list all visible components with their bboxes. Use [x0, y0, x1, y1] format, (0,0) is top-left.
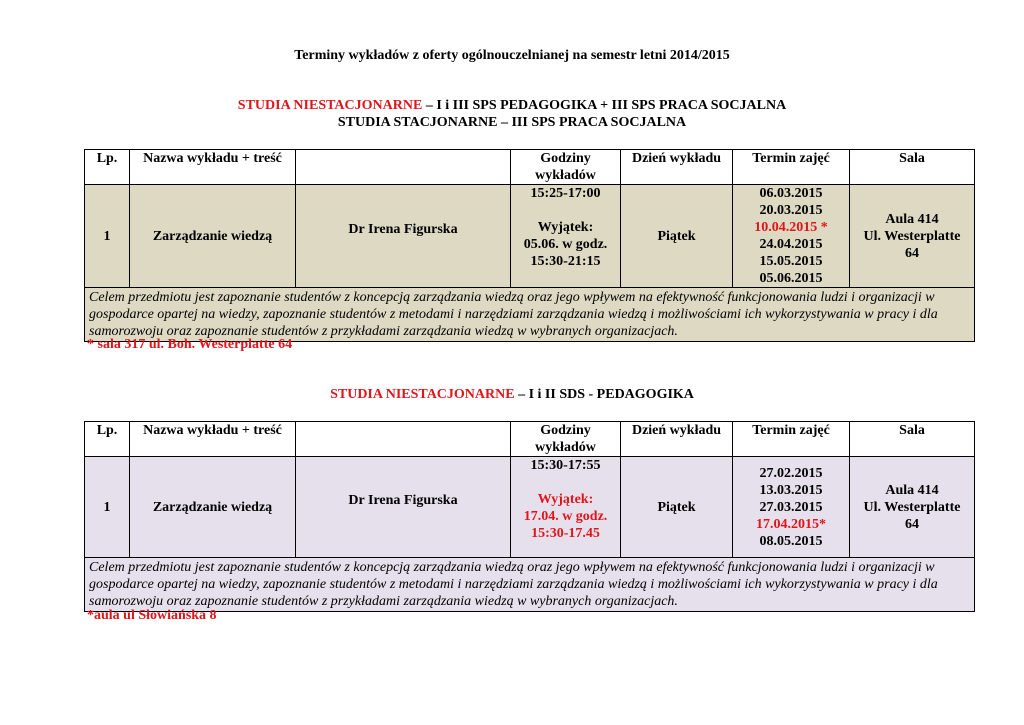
date-item: 27.02.2015 [759, 465, 823, 481]
section1-heading-mode: STUDIA NIESTACJONARNE [237, 98, 423, 113]
section1-heading [0, 98, 1024, 114]
room-line: Aula 414 [885, 211, 939, 227]
section2-heading-mode: STUDIA NIESTACJONARNE [330, 387, 515, 402]
header-term: Termin zajęć [733, 422, 850, 457]
section2-note: *aula ul Słowiańska 8 [87, 608, 217, 623]
table1-description-row [85, 288, 975, 342]
header-blank [296, 422, 511, 457]
section1-heading-programs: – I i III SPS PEDAGOGIKA + III SPS PRACA SOCJALNA [422, 98, 787, 113]
header-room: Sala [850, 150, 975, 185]
date-item: 08.05.2015 [759, 533, 823, 549]
date-item: 20.03.2015 [759, 203, 823, 218]
course-description: Celem przedmiotu jest zapoznanie studentów z koncepcją zarządzania wiedzą oraz jego wpływem na efektywność funkcjonowania ludzi i organizacji w gospodarce opartej na wiedzy, zapoznanie studentów z metodami i narzędziami zarządzania wiedzą i możliwościami ich wykorzystywania w pracy i dla samorozwoju oraz zapoznanie studentów z przykładami zarządzania wiedzą w wybranych organizacjach. [85, 558, 975, 612]
room-line: Ul. Westerplatte [863, 228, 961, 244]
date-item: 15.05.2015 [759, 254, 823, 269]
header-day: Dzień wykładu [621, 150, 733, 185]
exception-label: Wyjątek: [537, 220, 594, 235]
exception-hours: 15:30-21:15 [530, 254, 601, 269]
lecture-day: Piątek [621, 185, 733, 288]
exception-label: Wyjątek: [537, 492, 594, 507]
header-hours: Godziny wykładów [511, 422, 621, 457]
header-blank [296, 150, 511, 185]
schedule-table-2 [84, 421, 975, 612]
lecture-dates [733, 457, 850, 558]
schedule-table-1 [84, 149, 975, 342]
table2-lecture-row [85, 457, 975, 558]
date-item-highlight: 10.04.2015 * [754, 220, 828, 235]
exception-date: 17.04. w godz. [523, 509, 608, 524]
room-line: 64 [905, 516, 919, 532]
date-item: 13.03.2015 [759, 482, 823, 498]
hours-value: 15:30-17:55 [530, 458, 601, 473]
lecture-hours [511, 185, 621, 288]
date-item: 06.03.2015 [759, 186, 823, 201]
lecture-name: Zarządzanie wiedzą [130, 457, 296, 558]
header-name: Nazwa wykładu + treść [130, 422, 296, 457]
header-lp: Lp. [85, 422, 130, 457]
room-line: Ul. Westerplatte [863, 499, 961, 515]
section1-note: * sala 317 ul. Boh. Westerplatte 64 [87, 337, 293, 352]
date-item: 27.03.2015 [759, 499, 823, 515]
header-name: Nazwa wykładu + treść [130, 150, 296, 185]
exception-hours: 15:30-17.45 [531, 526, 600, 541]
date-item: 05.06.2015 [759, 271, 823, 286]
document-title: Terminy wykładów z oferty ogólnouczelnianej na semestr letni 2014/2015 [294, 48, 730, 63]
header-term: Termin zajęć [733, 150, 850, 185]
lecture-name: Zarządzanie wiedzą [130, 185, 296, 288]
header-lp: Lp. [85, 150, 130, 185]
room-line: Aula 414 [885, 482, 939, 498]
header-day: Dzień wykładu [621, 422, 733, 457]
section2-heading-programs: – I i II SDS - PEDAGOGIKA [514, 387, 694, 402]
lecture-room [850, 185, 975, 288]
lecture-room [850, 457, 975, 558]
table1-header-row [85, 150, 975, 185]
lecture-lp: 1 [85, 185, 130, 288]
room-line: 64 [905, 245, 919, 261]
lecture-lp: 1 [85, 457, 130, 558]
hours-value: 15:25-17:00 [530, 186, 601, 201]
table2-description-row [85, 558, 975, 612]
table1-lecture-row [85, 185, 975, 288]
lecturer: Dr Irena Figurska [296, 457, 511, 558]
course-description: Celem przedmiotu jest zapoznanie studentów z koncepcją zarządzania wiedzą oraz jego wpływem na efektywność funkcjonowania ludzi i organizacji w gospodarce opartej na wiedzy, zapoznanie studentów z metodami i narzędziami zarządzania wiedzą i możliwościami ich wykorzystywania w pracy i dla samorozwoju oraz zapoznanie studentów z przykładami zarządzania wiedzą w wybranych organizacjach. [85, 288, 975, 342]
table2-header-row [85, 422, 975, 457]
header-room: Sala [850, 422, 975, 457]
lecture-hours [511, 457, 621, 558]
date-item-highlight: 17.04.2015* [756, 516, 826, 532]
section2-heading [0, 387, 1024, 403]
lecturer: Dr Irena Figurska [296, 185, 511, 288]
lecture-dates [733, 185, 850, 288]
exception-date: 05.06. w godz. [523, 237, 608, 252]
header-hours: Godziny wykładów [511, 150, 621, 185]
section1-heading-2: STUDIA STACJONARNE – III SPS PRACA SOCJALNA [337, 115, 687, 130]
lecture-day: Piątek [621, 457, 733, 558]
date-item: 24.04.2015 [759, 237, 823, 252]
